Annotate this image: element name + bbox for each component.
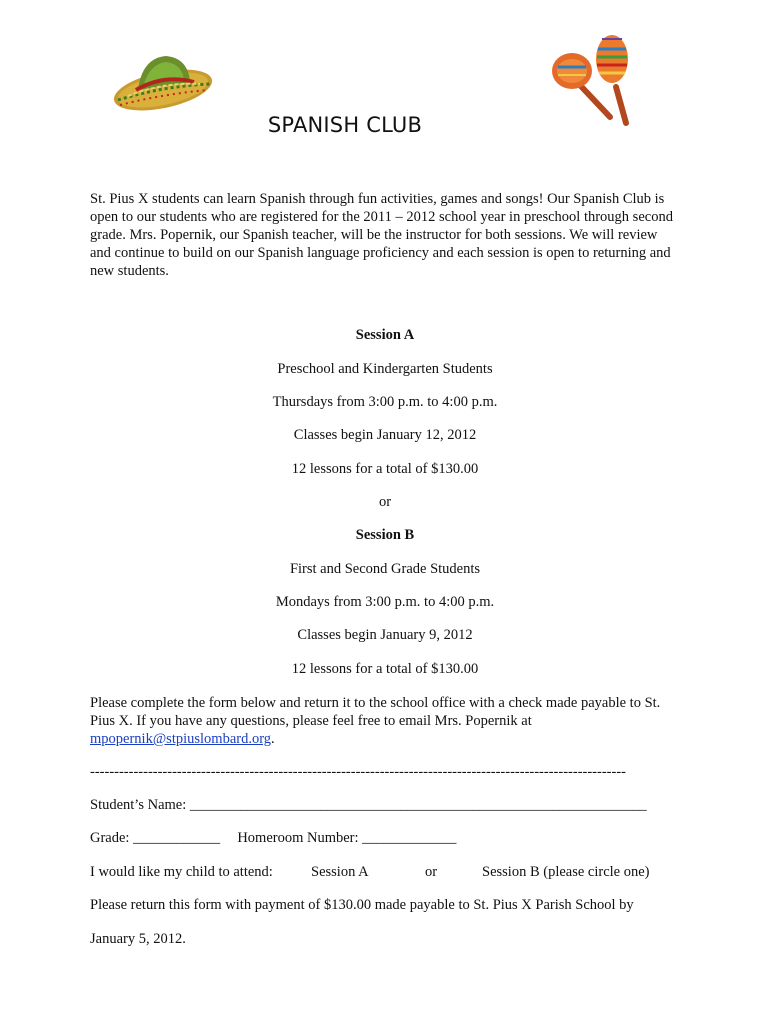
intro-paragraph: St. Pius X students can learn Spanish through fun activities, games and songs! Our Spanish Club is open to our students who are registered for the 2011 – 2012 school year in preschool through second grade. Mrs. Popernik, our Spanish teacher, will be the instructor for both sessions. We will review and continue to build on our Spanish language proficiency and each session is open to returning and new students. xyxy=(90,191,673,279)
session-b-start: Classes begin January 9, 2012 xyxy=(297,627,473,643)
grade-blank[interactable]: ____________ xyxy=(133,830,221,846)
instructions-period: . xyxy=(271,731,275,747)
email-link[interactable]: mpopernik@stpiuslombard.org xyxy=(90,731,272,747)
session-b-grades: First and Second Grade Students xyxy=(289,561,481,577)
student-name-row xyxy=(90,797,647,814)
option-session-a[interactable]: Session A xyxy=(311,864,369,880)
instructions-paragraph xyxy=(90,694,680,748)
sombrero-icon xyxy=(108,50,218,112)
student-name-blank[interactable]: _______________________________________________________________ xyxy=(189,797,647,813)
return-instructions-line1: Please return this form with payment of $130.00 made payable to St. Pius X Parish School by xyxy=(90,897,634,913)
maracas-icon xyxy=(550,27,640,127)
attend-label: I would like my child to attend: xyxy=(90,864,273,880)
session-a-schedule: Thursdays from 3:00 p.m. to 4:00 p.m. xyxy=(272,394,498,410)
session-a-title: Session A xyxy=(355,327,415,343)
page-title: SPANISH CLUB xyxy=(267,113,423,137)
cut-line-divider: --------------------------------------------------------------------------------------------------------------- xyxy=(90,764,626,780)
return-instructions-line2: January 5, 2012. xyxy=(90,931,186,947)
session-a-grades: Preschool and Kindergarten Students xyxy=(277,361,493,377)
homeroom-label: Homeroom Number: xyxy=(237,830,363,846)
instructions-text: Please complete the form below and return it to the school office with a check made payable to St. Pius X. If you have any questions, please feel free to email Mrs. Popernik at xyxy=(90,695,661,729)
option-session-b[interactable]: Session B (please circle one) xyxy=(482,864,650,880)
session-b-schedule: Mondays from 3:00 p.m. to 4:00 p.m. xyxy=(275,594,495,610)
option-or: or xyxy=(425,864,438,880)
student-name-label: Student’s Name: xyxy=(90,797,190,813)
grade-row xyxy=(90,830,456,847)
session-a-start: Classes begin January 12, 2012 xyxy=(293,427,477,443)
session-b-cost: 12 lessons for a total of $130.00 xyxy=(291,661,479,677)
session-a-cost: 12 lessons for a total of $130.00 xyxy=(291,461,479,477)
homeroom-blank[interactable]: _____________ xyxy=(362,830,457,846)
grade-label: Grade: xyxy=(90,830,134,846)
or-separator: or xyxy=(378,494,392,510)
session-b-title: Session B xyxy=(355,527,415,543)
